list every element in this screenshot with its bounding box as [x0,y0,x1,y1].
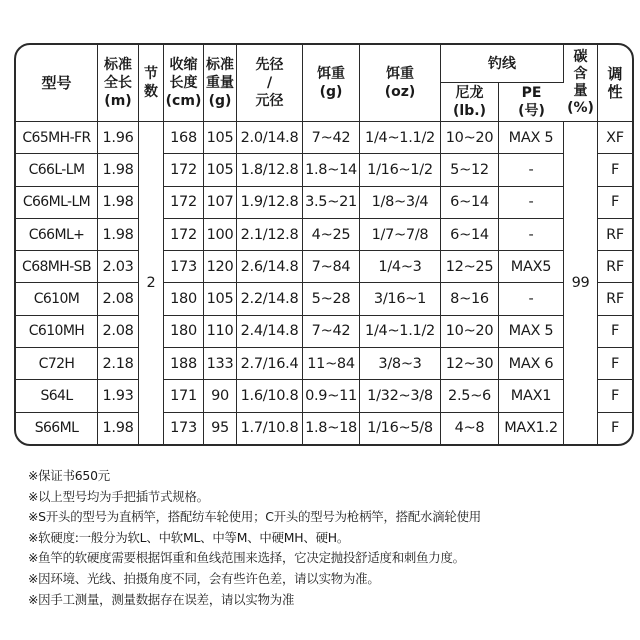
cell-model: C68MH-SB [16,251,98,283]
table-row [16,187,632,219]
cell-model: C72H [16,348,98,380]
cell-action: F [610,420,620,437]
cell-action: RF [598,251,632,283]
table-row [16,380,632,412]
cell-closed-length: 171 [164,380,204,412]
cell-tip-butt: 1.8/12.8 [237,154,303,186]
header-pe: PE (号) [499,83,564,122]
note-line: ※鱼竿的软硬度需要根据饵重和鱼线范围来选择，它决定抛投舒适度和刺鱼力度。 [28,550,465,566]
cell-length: 1.98 [98,219,139,251]
cell-lure-g: 11~84 [303,348,360,380]
cell-nylon: 4~8 [441,413,499,444]
cell-lure-oz: 1/32~3/8 [360,380,441,412]
cell-carbon: 99 [564,122,598,444]
header-lure-oz: 饵重 (oz) [360,45,441,122]
cell-pe: - [499,154,564,186]
cell-model: S64L [16,380,98,412]
cell-closed-length: 172 [164,219,204,251]
cell-length: 2.03 [98,251,139,283]
table-row [16,283,632,315]
cell-pe: MAX5 [499,251,564,283]
cell-pe: - [499,219,564,251]
note-line: ※保证书650元 [28,468,110,483]
cell-nylon: 6~14 [441,187,499,219]
cell-nylon: 10~20 [441,316,499,348]
cell-pe: MAX1 [499,380,564,412]
cell-weight: 105 [204,283,237,315]
cell-tip-butt: 2.7/16.4 [237,348,303,380]
cell-pe: MAX 6 [499,348,564,380]
cell-model: C610M [16,283,98,315]
cell-length: 2.08 [98,316,139,348]
cell-length: 1.98 [98,187,139,219]
header-carbon: 碳 含 量 (%) [564,45,598,122]
cell-action: RF [598,283,632,315]
cell-lure-g: 0.9~11 [303,380,360,412]
cell-pe: - [499,187,564,219]
cell-length: 1.96 [98,122,139,154]
notes-section [28,466,481,610]
cell-lure-g: 7~84 [303,251,360,283]
cell-length: 1.93 [98,380,139,412]
cell-weight: 90 [204,380,237,412]
spec-table-container [14,43,630,446]
cell-lure-oz: 1/4~1.1/2 [360,122,441,154]
cell-closed-length: 173 [164,413,204,444]
cell-weight: 110 [204,316,237,348]
header-tip-butt: 先径 / 元径 [237,45,303,122]
cell-model: C610MH [16,316,98,348]
cell-lure-g: 1.8~14 [303,154,360,186]
cell-weight: 107 [204,187,237,219]
cell-model: S66ML [16,413,98,444]
cell-weight: 95 [204,413,237,444]
cell-nylon: 10~20 [441,122,499,154]
table-row [16,413,632,444]
cell-length: 1.98 [98,154,139,186]
cell-lure-oz: 1/8~3/4 [360,187,441,219]
cell-model: C66ML+ [16,219,98,251]
cell-lure-oz: 1/16~5/8 [360,413,441,444]
cell-lure-g: 7~42 [303,316,360,348]
cell-tip-butt: 1.7/10.8 [237,413,303,444]
table-row [16,348,632,380]
cell-closed-length: 173 [164,251,204,283]
cell-nylon: 8~16 [441,283,499,315]
cell-action: F [598,187,632,219]
cell-action: RF [598,219,632,251]
cell-nylon: 2.5~6 [441,380,499,412]
cell-pe: MAX1.2 [499,413,564,444]
rod-spec-table [14,43,634,446]
note-line: ※因环境、光线、拍摄角度不同，会有些许色差，请以实物为准。 [28,570,380,586]
cell-length: 2.18 [98,348,139,380]
note-line: ※软硬度:一般分为软L、中软ML、中等M、中硬MH、硬H。 [28,529,350,545]
cell-tip-butt: 2.4/14.8 [237,316,303,348]
header-length: 标准 全长 (m) [98,45,139,122]
table-row [16,219,632,251]
cell-pe: MAX 5 [499,316,564,348]
cell-weight: 105 [204,122,237,154]
note-line: ※因手工测量，测量数据存在误差，请以实物为准 [28,591,295,607]
cell-sections: 2 [139,122,164,444]
cell-weight: 120 [204,251,237,283]
header-sections: 节 数 [139,45,164,122]
cell-lure-oz: 3/16~1 [360,283,441,315]
cell-lure-oz: 1/4~1.1/2 [360,316,441,348]
header-line: 钓线 [441,45,564,83]
cell-lure-g: 4~25 [303,219,360,251]
cell-action: F [598,380,632,412]
cell-length: 1.98 [98,413,139,444]
cell-pe: - [499,283,564,315]
note-line: ※以上型号均为手把插节式规格。 [28,488,209,504]
cell-lure-g: 5~28 [303,283,360,315]
cell-lure-g: 7~42 [303,122,360,154]
cell-action: F [598,348,632,380]
cell-pe: MAX 5 [499,122,564,154]
cell-weight: 133 [204,348,237,380]
cell-closed-length: 168 [164,122,204,154]
cell-nylon: 6~14 [441,219,499,251]
cell-tip-butt: 1.9/12.8 [237,187,303,219]
table-row [16,154,632,186]
header-model: 型号 [16,45,98,122]
cell-closed-length: 180 [164,316,204,348]
table-row [16,316,632,348]
cell-action: F [598,316,632,348]
cell-tip-butt: 2.0/14.8 [237,122,303,154]
header-action: 调 性 [598,45,632,122]
cell-lure-oz: 3/8~3 [360,348,441,380]
table-row [16,122,632,154]
cell-tip-butt: 2.6/14.8 [237,251,303,283]
header-closed-length: 收缩 长度 (cm) [164,45,204,122]
cell-model: C66L-LM [16,154,98,186]
cell-weight: 100 [204,219,237,251]
cell-lure-g: 1.8~18 [303,413,360,444]
cell-nylon: 5~12 [441,154,499,186]
header-nylon: 尼龙 (lb.) [441,83,499,122]
cell-model: C65MH-FR [16,122,98,154]
cell-lure-g: 3.5~21 [303,187,360,219]
cell-tip-butt: 1.6/10.8 [237,380,303,412]
cell-length: 2.08 [98,283,139,315]
cell-model: C66ML-LM [16,187,98,219]
cell-lure-oz: 1/7~7/8 [360,219,441,251]
cell-closed-length: 172 [164,154,204,186]
cell-weight: 105 [204,154,237,186]
cell-closed-length: 180 [164,283,204,315]
note-line: ※S开头的型号为直柄竿，搭配纺车轮使用；C开头的型号为枪柄竿，搭配水滴轮使用 [28,509,481,525]
cell-closed-length: 172 [164,187,204,219]
cell-lure-oz: 1/16~1/2 [360,154,441,186]
cell-action: F [598,154,632,186]
cell-closed-length: 188 [164,348,204,380]
cell-tip-butt: 2.1/12.8 [237,219,303,251]
cell-tip-butt: 2.2/14.8 [237,283,303,315]
header-lure-g: 饵重 (g) [303,45,360,122]
cell-nylon: 12~25 [441,251,499,283]
table-row [16,251,632,283]
header-weight: 标准 重量 (g) [204,45,237,122]
cell-action: XF [598,122,632,154]
cell-nylon: 12~30 [441,348,499,380]
cell-lure-oz: 1/4~3 [360,251,441,283]
